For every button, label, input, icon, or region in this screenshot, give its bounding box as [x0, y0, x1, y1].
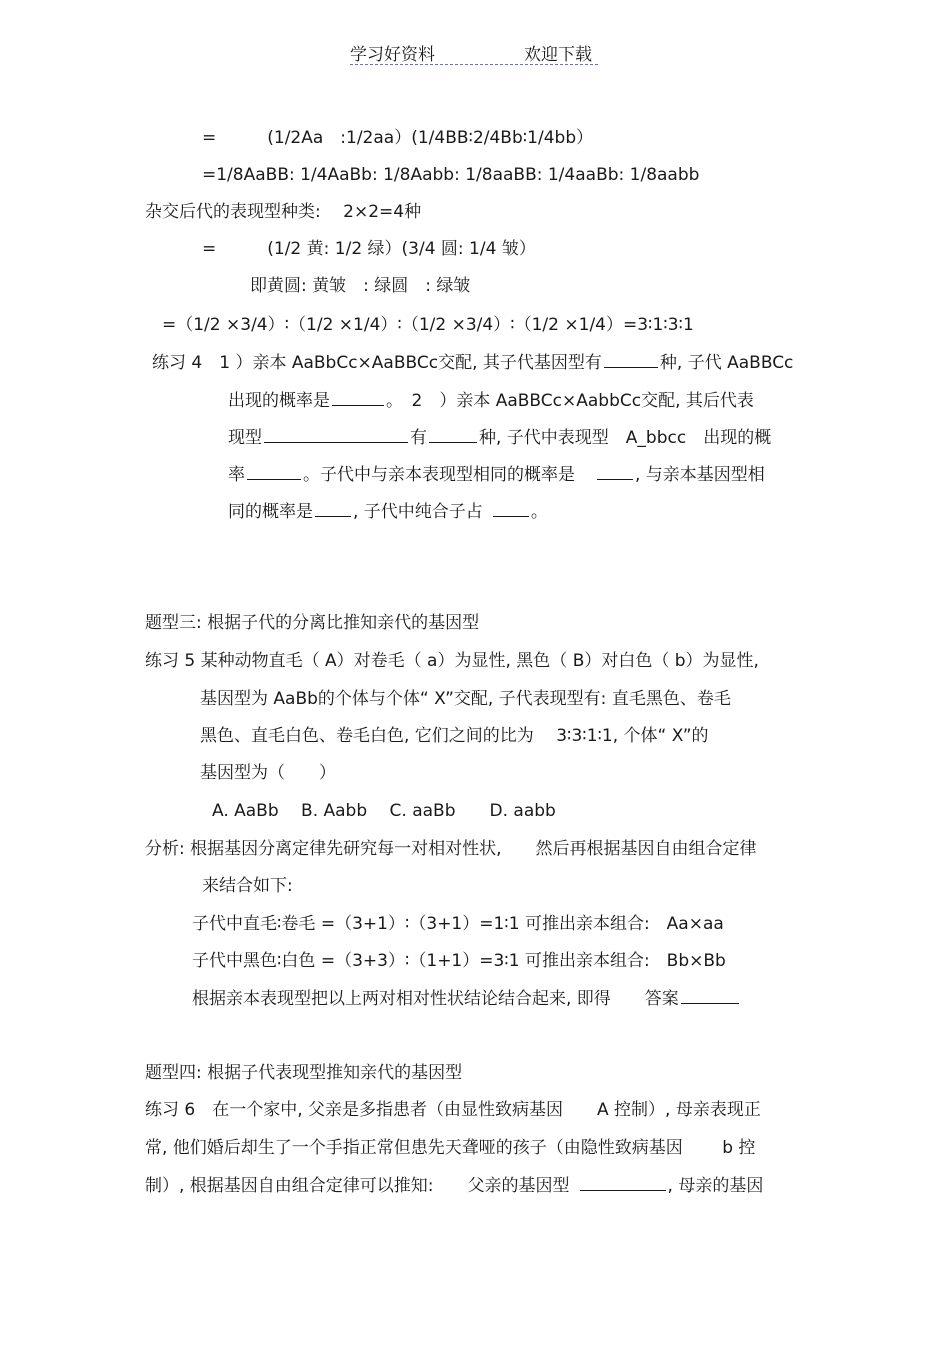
practice5-line-4: 基因型为（ ）	[200, 763, 336, 783]
answer-blank[interactable]	[429, 426, 477, 443]
section-title-type4: 题型四: 根据子代表现型推知亲代的基因型	[145, 1063, 463, 1083]
practice5-line-1: 练习 5 某种动物直毛（ A）对卷毛（ a）为显性, 黑色（ B）对白色（ b）为显性,	[145, 651, 759, 671]
analysis-line-2: 来结合如下:	[202, 876, 293, 896]
practice5-line-3: 黑色、直毛白色、卷毛白色, 它们之间的比为 3∶3∶1∶1, 个体“ X”的	[200, 726, 709, 746]
practice4-line-1: 练习 4 1 ）亲本 AaBbCc×AaBBCc交配, 其子代基因型有 种, 子代 AaBBCc	[152, 353, 794, 373]
answer-blank[interactable]	[332, 389, 384, 406]
practice4-line-3: 现型 有 种, 子代中表现型 A_bbcc 出现的概	[228, 428, 772, 448]
practice4-line-4: 率 。子代中与亲本表现型相同的概率是 , 与亲本基因型相	[228, 465, 765, 485]
answer-blank[interactable]	[580, 1174, 666, 1191]
practice5-line-2: 基因型为 AaBb的个体与个体“ X”交配, 子代表现型有: 直毛黑色、卷毛	[200, 689, 731, 709]
analysis-line-1: 分析: 根据基因分离定律先研究每一对相对性状, 然后再根据基因自由组合定律	[145, 839, 757, 859]
practice6-line-2: 常, 他们婚后却生了一个手指正常但患先天聋哑的孩子（由隐性致病基因 b 控	[145, 1138, 756, 1158]
calc-line-1: = (1/2Aa :1/2aa）(1/4BB∶2/4Bb∶1/4bb）	[202, 128, 594, 148]
header-left: 学习好资料	[350, 45, 435, 65]
answer-blank[interactable]	[264, 426, 408, 443]
answer-blank[interactable]	[247, 463, 301, 480]
calc-line-3: 杂交后代的表现型种类: 2×2=4种	[145, 202, 422, 222]
practice5-options: A. AaBb B. Aabb C. aaBb D. aabb	[212, 801, 556, 821]
practice6-line-3: 制）, 根据基因自由组合定律可以推知: 父亲的基因型 , 母亲的基因	[145, 1176, 764, 1196]
answer-blank[interactable]	[493, 500, 529, 517]
calc-line-6: =（1/2 ×3/4）∶（1/2 ×1/4）∶（1/2 ×3/4）∶（1/2 ×1/4）=3∶1∶3∶1	[162, 315, 694, 335]
header-right: 欢迎下载	[524, 45, 592, 65]
practice6-line-1: 练习 6 在一个家中, 父亲是多指患者（由显性致病基因 A 控制）, 母亲表现正	[145, 1100, 761, 1120]
section-title-type3: 题型三: 根据子代的分离比推知亲代的基因型	[145, 613, 480, 633]
calc-line-5: 即黄圆: 黄皱 : 绿圆 : 绿皱	[250, 276, 471, 296]
answer-blank[interactable]	[315, 500, 351, 517]
calc-line-4: = (1/2 黄: 1/2 绿）(3/4 圆: 1/4 皱）	[202, 239, 536, 259]
answer-blank[interactable]	[681, 987, 739, 1004]
analysis-line-4: 子代中黑色∶白色 =（3+3）∶（1+1）=3∶1 可推出亲本组合: Bb×Bb	[192, 951, 726, 971]
answer-blank[interactable]	[604, 351, 658, 368]
answer-blank[interactable]	[597, 463, 633, 480]
practice4-line-5: 同的概率是 , 子代中纯合子占 。	[228, 502, 548, 522]
analysis-line-5: 根据亲本表现型把以上两对相对性状结论结合起来, 即得 答案	[192, 987, 741, 1010]
header-divider	[350, 64, 598, 65]
practice4-line-2: 出现的概率是 。 2 ）亲本 AaBBCc×AabbCc交配, 其后代表	[228, 391, 754, 411]
analysis-line-3: 子代中直毛∶卷毛 =（3+1）∶（3+1）=1∶1 可推出亲本组合: Aa×aa	[192, 914, 724, 934]
calc-line-2: =1/8AaBB: 1/4AaBb: 1/8Aabb: 1/8aaBB: 1/4aaBb: 1/8aabb	[202, 165, 700, 185]
